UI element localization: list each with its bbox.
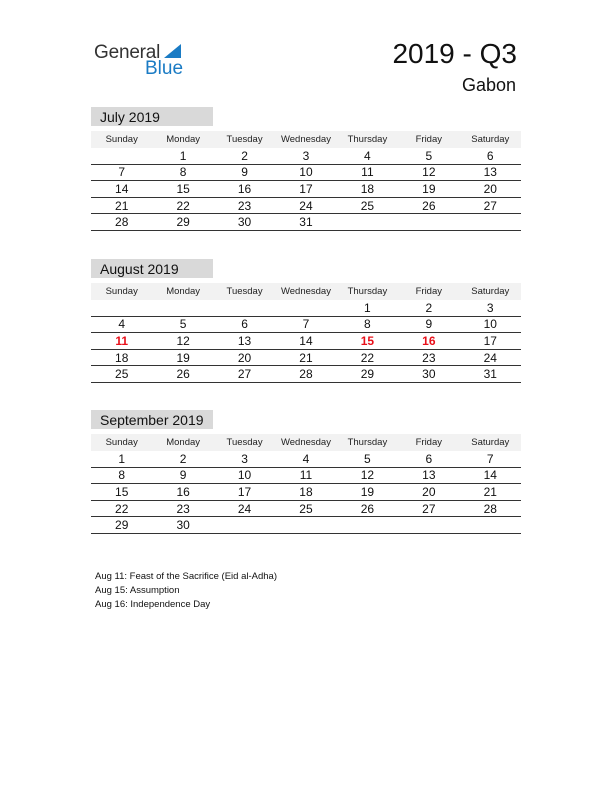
day-cell: 12 — [152, 333, 213, 350]
day-cell: 16 — [214, 181, 275, 198]
day-cell: 10 — [214, 467, 275, 484]
week-row — [91, 484, 521, 501]
day-cell: 18 — [91, 349, 152, 366]
week-row — [91, 164, 521, 181]
day-cell: 2 — [152, 451, 213, 467]
weekday-header: Wednesday — [275, 283, 336, 300]
holiday-note: Aug 11: Feast of the Sacrifice (Eid al-Adha) — [95, 571, 277, 582]
weekday-header: Sunday — [91, 283, 152, 300]
week-row — [91, 333, 521, 350]
day-cell: 31 — [275, 214, 336, 231]
day-cell: 3 — [460, 300, 521, 316]
day-cell: 16 — [152, 484, 213, 501]
weekday-header: Thursday — [337, 434, 398, 451]
day-cell — [214, 300, 275, 316]
day-cell: 28 — [275, 366, 336, 383]
day-cell: 18 — [337, 181, 398, 198]
calendar-table — [91, 131, 521, 231]
day-cell: 26 — [152, 366, 213, 383]
day-cell: 9 — [152, 467, 213, 484]
week-row — [91, 349, 521, 366]
day-cell: 17 — [214, 484, 275, 501]
day-cell: 3 — [214, 451, 275, 467]
week-row — [91, 197, 521, 214]
day-cell: 10 — [275, 164, 336, 181]
weekday-header: Wednesday — [275, 434, 336, 451]
day-cell: 25 — [337, 197, 398, 214]
day-cell: 14 — [460, 467, 521, 484]
day-cell: 21 — [275, 349, 336, 366]
weekday-header-row — [91, 131, 521, 148]
day-cell: 29 — [91, 517, 152, 534]
day-cell — [275, 517, 336, 534]
weekday-header: Wednesday — [275, 131, 336, 148]
month-label: July 2019 — [91, 107, 213, 126]
holiday-day-cell: 15 — [337, 333, 398, 350]
day-cell: 27 — [214, 366, 275, 383]
week-row — [91, 366, 521, 383]
day-cell: 6 — [214, 316, 275, 333]
day-cell: 2 — [398, 300, 459, 316]
month-label: August 2019 — [91, 259, 213, 278]
holiday-note: Aug 15: Assumption — [95, 585, 180, 596]
day-cell: 10 — [460, 316, 521, 333]
day-cell: 13 — [398, 467, 459, 484]
logo-word-general: General — [94, 42, 161, 63]
day-cell: 15 — [152, 181, 213, 198]
day-cell: 4 — [275, 451, 336, 467]
week-row — [91, 214, 521, 231]
holiday-notes — [95, 570, 277, 612]
day-cell: 20 — [214, 349, 275, 366]
day-cell: 20 — [460, 181, 521, 198]
month-label: September 2019 — [91, 410, 213, 429]
day-cell: 29 — [337, 366, 398, 383]
logo-word-blue: Blue — [145, 58, 184, 79]
day-cell: 13 — [460, 164, 521, 181]
day-cell — [398, 214, 459, 231]
calendar-table — [91, 283, 521, 383]
day-cell: 17 — [460, 333, 521, 350]
day-cell — [337, 517, 398, 534]
day-cell — [460, 214, 521, 231]
day-cell: 2 — [214, 148, 275, 164]
calendar-table — [91, 434, 521, 534]
weekday-header: Tuesday — [214, 131, 275, 148]
holiday-day-cell: 16 — [398, 333, 459, 350]
day-cell: 6 — [398, 451, 459, 467]
day-cell: 19 — [152, 349, 213, 366]
holiday-day-cell: 11 — [91, 333, 152, 350]
day-cell: 8 — [152, 164, 213, 181]
day-cell: 21 — [91, 197, 152, 214]
day-cell — [91, 300, 152, 316]
weekday-header-row — [91, 434, 521, 451]
day-cell: 12 — [398, 164, 459, 181]
holiday-note: Aug 16: Independence Day — [95, 599, 211, 610]
week-row — [91, 451, 521, 467]
day-cell: 22 — [152, 197, 213, 214]
week-row — [91, 500, 521, 517]
week-row — [91, 467, 521, 484]
day-cell: 6 — [460, 148, 521, 164]
page-title: 2019 - Q3 — [392, 38, 517, 69]
day-cell: 4 — [337, 148, 398, 164]
weekday-header: Friday — [398, 131, 459, 148]
day-cell: 30 — [398, 366, 459, 383]
day-cell: 1 — [152, 148, 213, 164]
month-september — [91, 410, 521, 534]
day-cell: 26 — [337, 500, 398, 517]
day-cell — [460, 517, 521, 534]
day-cell: 11 — [275, 467, 336, 484]
week-row — [91, 316, 521, 333]
day-cell — [152, 300, 213, 316]
day-cell: 18 — [275, 484, 336, 501]
weekday-header: Thursday — [337, 131, 398, 148]
weekday-header: Friday — [398, 434, 459, 451]
weekday-header: Tuesday — [214, 434, 275, 451]
weekday-header: Thursday — [337, 283, 398, 300]
day-cell: 7 — [91, 164, 152, 181]
day-cell: 28 — [460, 500, 521, 517]
weekday-header: Friday — [398, 283, 459, 300]
day-cell: 12 — [337, 467, 398, 484]
day-cell: 20 — [398, 484, 459, 501]
day-cell: 5 — [152, 316, 213, 333]
day-cell: 5 — [398, 148, 459, 164]
day-cell — [398, 517, 459, 534]
day-cell: 23 — [398, 349, 459, 366]
day-cell: 23 — [152, 500, 213, 517]
day-cell: 30 — [152, 517, 213, 534]
day-cell: 13 — [214, 333, 275, 350]
day-cell: 24 — [275, 197, 336, 214]
weekday-header: Sunday — [91, 434, 152, 451]
day-cell: 30 — [214, 214, 275, 231]
day-cell: 19 — [398, 181, 459, 198]
day-cell: 17 — [275, 181, 336, 198]
day-cell: 25 — [91, 366, 152, 383]
week-row — [91, 300, 521, 316]
day-cell: 14 — [275, 333, 336, 350]
week-row — [91, 181, 521, 198]
month-july — [91, 107, 521, 231]
country-name: Gabon — [461, 75, 516, 95]
day-cell: 19 — [337, 484, 398, 501]
day-cell: 24 — [460, 349, 521, 366]
day-cell: 8 — [91, 467, 152, 484]
weekday-header: Saturday — [460, 283, 521, 300]
day-cell: 31 — [460, 366, 521, 383]
weekday-header: Monday — [152, 434, 213, 451]
day-cell: 21 — [460, 484, 521, 501]
day-cell: 14 — [91, 181, 152, 198]
weekday-header-row — [91, 283, 521, 300]
logo-triangle-icon — [164, 44, 181, 58]
weekday-header: Saturday — [460, 434, 521, 451]
day-cell: 23 — [214, 197, 275, 214]
weekday-header: Sunday — [91, 131, 152, 148]
day-cell: 28 — [91, 214, 152, 231]
week-row — [91, 517, 521, 534]
day-cell: 27 — [398, 500, 459, 517]
day-cell: 1 — [91, 451, 152, 467]
day-cell: 9 — [214, 164, 275, 181]
day-cell: 29 — [152, 214, 213, 231]
day-cell — [91, 148, 152, 164]
day-cell: 11 — [337, 164, 398, 181]
day-cell: 22 — [91, 500, 152, 517]
weekday-header: Monday — [152, 283, 213, 300]
day-cell: 7 — [275, 316, 336, 333]
day-cell: 5 — [337, 451, 398, 467]
weekday-header: Saturday — [460, 131, 521, 148]
weekday-header: Tuesday — [214, 283, 275, 300]
day-cell: 9 — [398, 316, 459, 333]
day-cell: 24 — [214, 500, 275, 517]
day-cell: 8 — [337, 316, 398, 333]
day-cell: 15 — [91, 484, 152, 501]
day-cell: 26 — [398, 197, 459, 214]
weekday-header: Monday — [152, 131, 213, 148]
day-cell: 7 — [460, 451, 521, 467]
logo — [94, 40, 194, 80]
day-cell: 22 — [337, 349, 398, 366]
day-cell — [337, 214, 398, 231]
day-cell: 1 — [337, 300, 398, 316]
day-cell — [214, 517, 275, 534]
day-cell: 27 — [460, 197, 521, 214]
week-row — [91, 148, 521, 164]
day-cell — [275, 300, 336, 316]
day-cell: 4 — [91, 316, 152, 333]
day-cell: 3 — [275, 148, 336, 164]
day-cell: 25 — [275, 500, 336, 517]
month-august — [91, 259, 521, 383]
